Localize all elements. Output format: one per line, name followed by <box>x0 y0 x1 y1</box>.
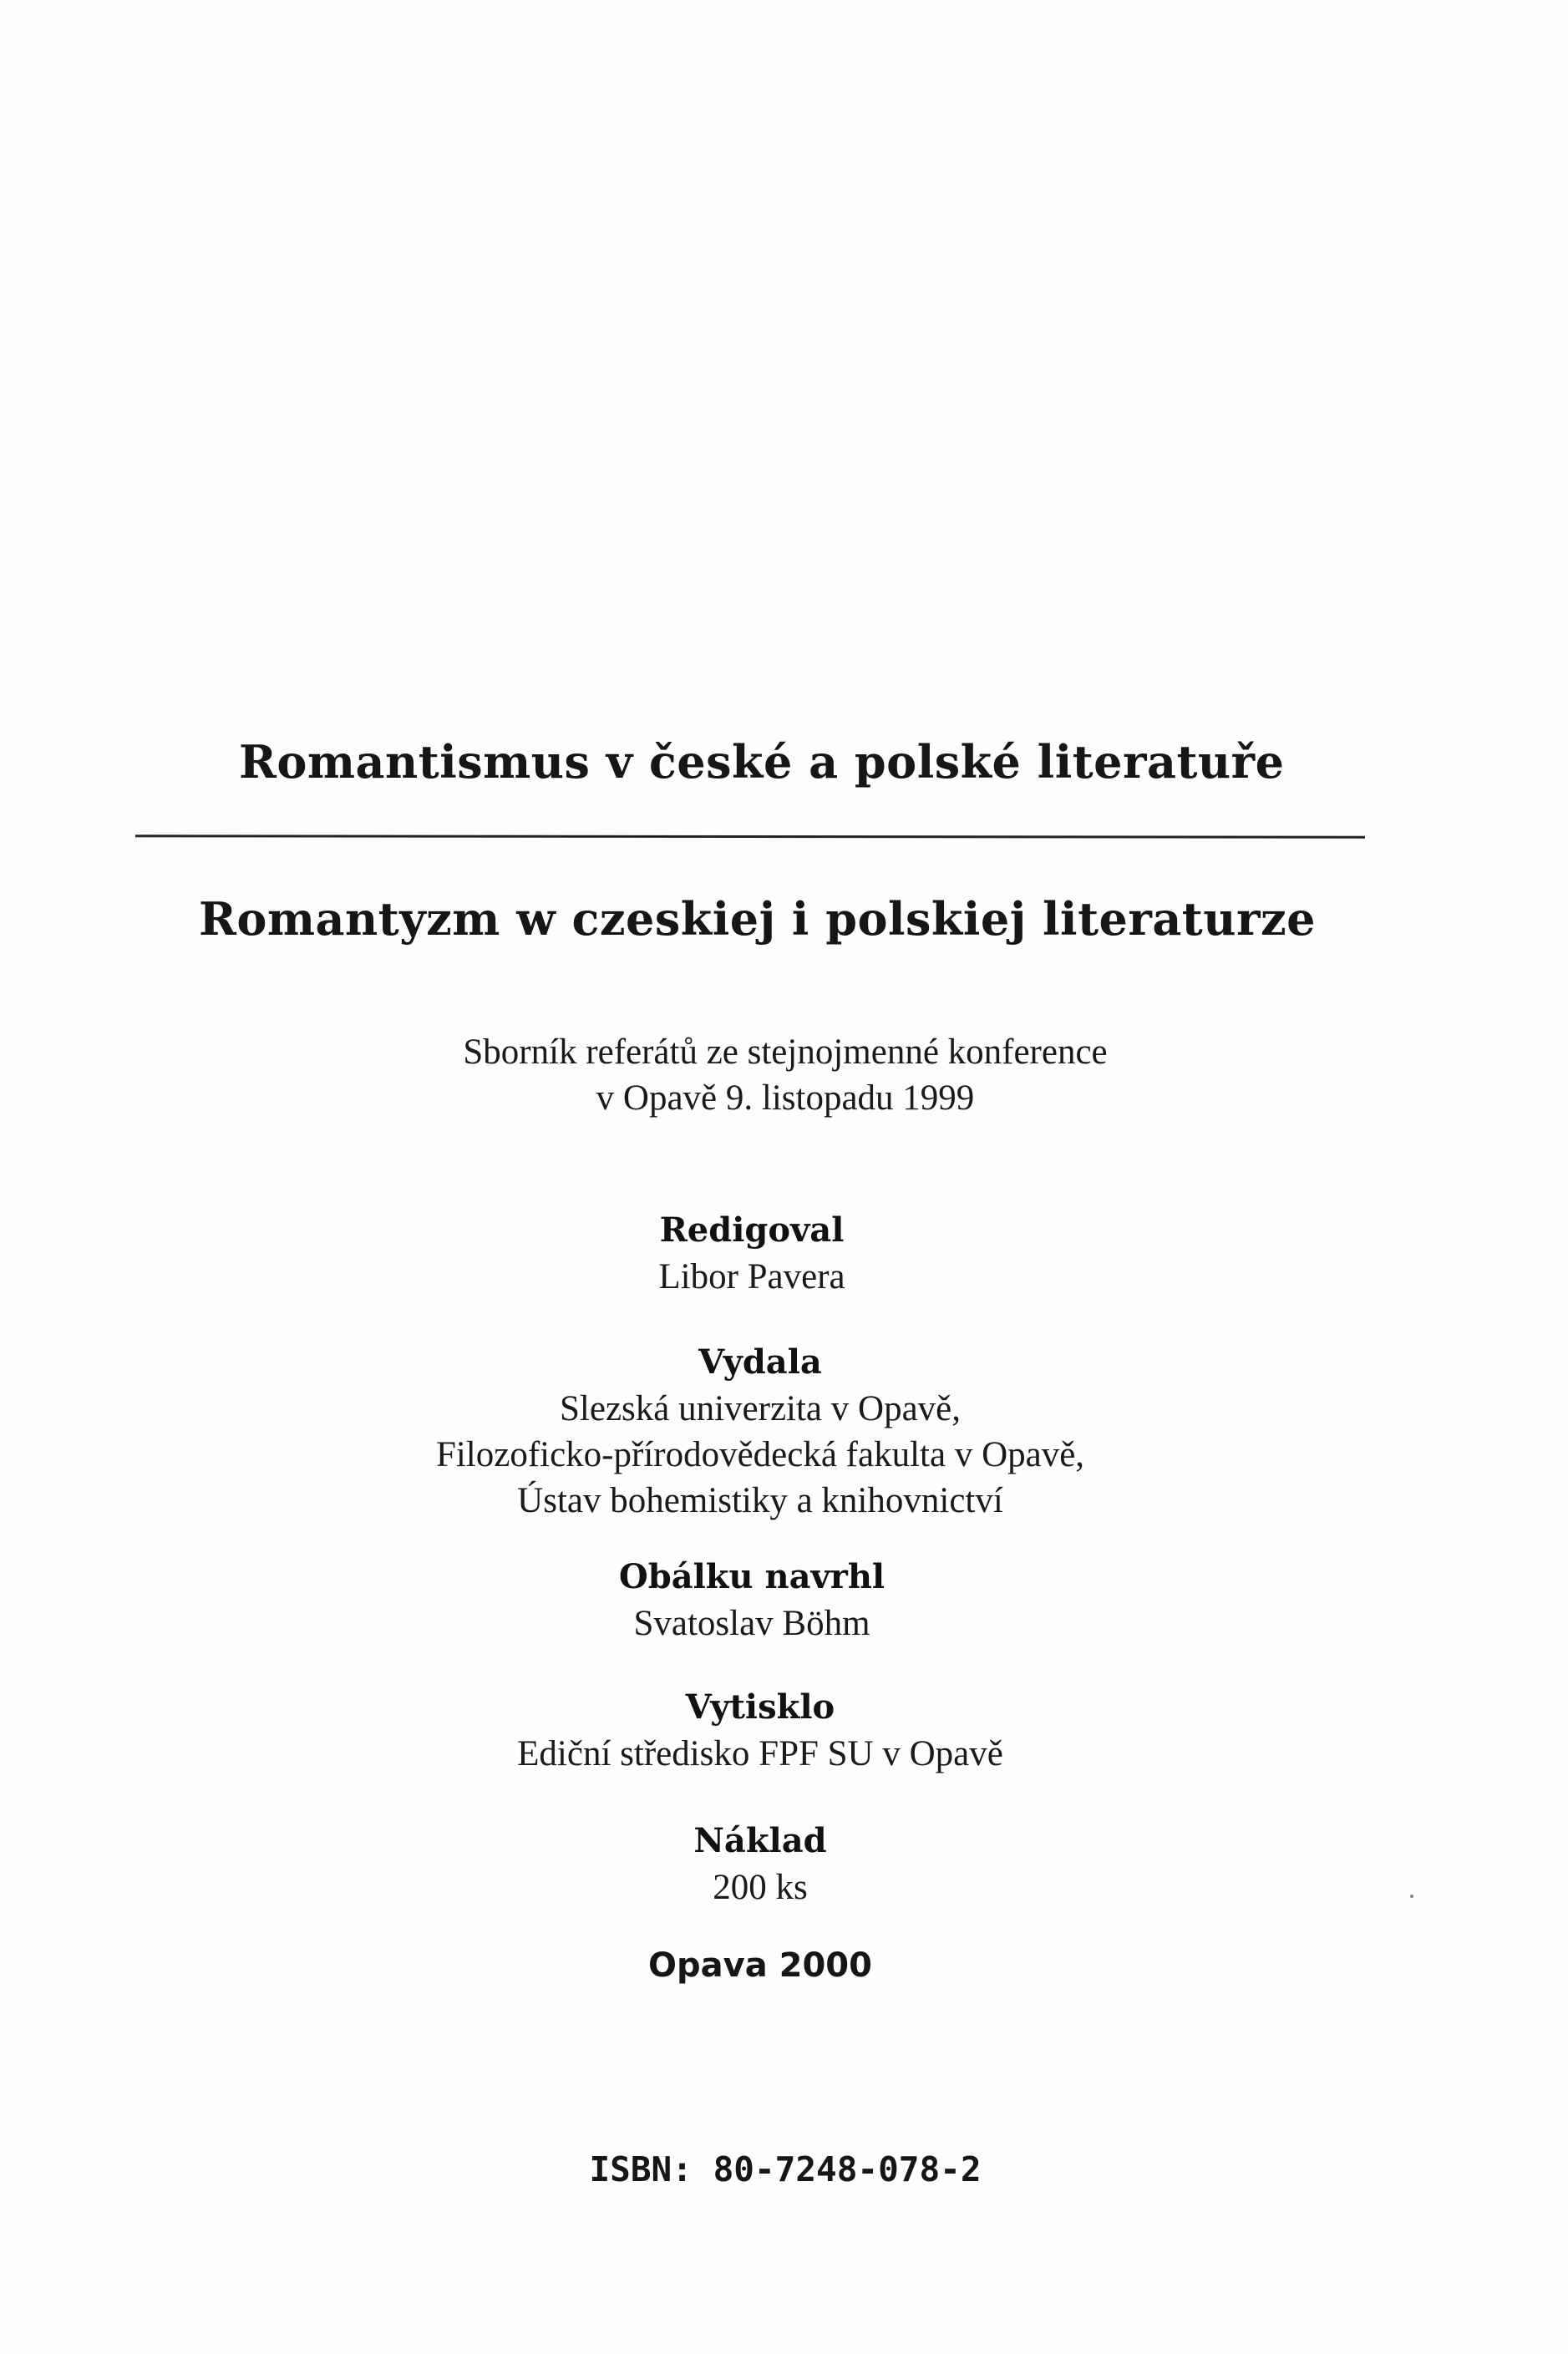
publisher-line-2: Filozoficko-přírodovědecká fakulta v Opavě, <box>435 1435 1085 1474</box>
isbn-number: ISBN: 80-7248-078-2 <box>589 2149 982 2189</box>
publisher-heading: Vydala <box>698 1342 822 1382</box>
publisher-line-1: Slezská univerzita v Opavě, <box>560 1389 961 1428</box>
subtitle-line-2: v Opavě 9. listopadu 1999 <box>596 1078 975 1118</box>
publisher-line-3: Ústav bohemistiky a knihovnictví <box>517 1481 1003 1520</box>
cover-heading: Obálku navrhl <box>618 1557 885 1596</box>
cover-designer-name: Svatoslav Böhm <box>633 1604 870 1643</box>
title-divider <box>135 835 1365 839</box>
subtitle-line-1: Sborník referátů ze stejnojmenné konference <box>463 1032 1108 1072</box>
print-run-heading: Náklad <box>693 1821 827 1860</box>
place-and-year: Opava 2000 <box>648 1946 872 1985</box>
scan-speck <box>1410 1895 1413 1898</box>
book-title-polish: Romantyzm w czeskiej i polskiej literaturze <box>199 892 1316 946</box>
editor-name: Libor Pavera <box>658 1257 845 1296</box>
printer-name: Ediční středisko FPF SU v Opavě <box>517 1734 1003 1773</box>
print-run-section <box>251 1818 1270 1910</box>
publisher-section <box>251 1339 1270 1524</box>
printer-section <box>251 1684 1270 1777</box>
book-title-czech: Romantismus v české a polské literatuře <box>239 735 1285 789</box>
print-run-value: 200 ks <box>713 1868 808 1907</box>
editor-section <box>242 1207 1261 1300</box>
cover-design-section <box>242 1554 1261 1646</box>
conference-subtitle <box>276 1029 1295 1121</box>
editor-heading: Redigoval <box>659 1210 845 1250</box>
printer-heading: Vytisklo <box>685 1687 835 1727</box>
